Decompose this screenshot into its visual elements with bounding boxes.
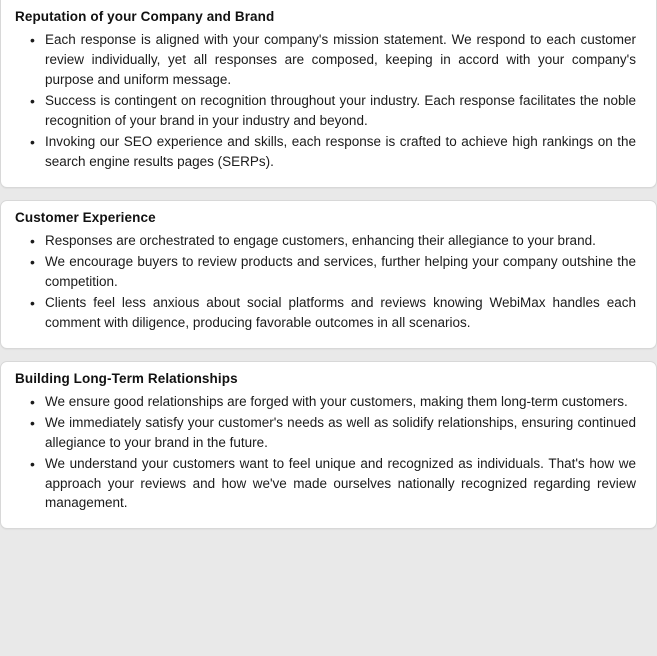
section-card-long-term-relationships — [0, 361, 657, 530]
section-card-customer-experience — [0, 200, 657, 349]
section-bullet-list — [15, 231, 642, 333]
section-title: Reputation of your Company and Brand — [15, 9, 275, 24]
list-item: • Clients feel less anxious about social platforms and reviews knowing WebiMax handles each comment with diligence, producing favorable outcomes in all scenarios. — [45, 293, 642, 333]
section-bullet-list — [15, 30, 642, 172]
list-item: • Success is contingent on recognition throughout your industry. Each response facilitates the noble recognition of your brand in your industry and beyond. — [45, 91, 642, 131]
section-bullet-list — [15, 392, 642, 514]
section-title: Customer Experience — [15, 209, 156, 225]
list-item: • Invoking our SEO experience and skills, each response is crafted to achieve high rankings on the search engine results pages (SERPs). — [45, 132, 642, 172]
list-item: • We ensure good relationships are forged with your customers, making them long-term customers. — [45, 392, 642, 412]
list-item: • We immediately satisfy your customer's needs as well as solidify relationships, ensuring continued allegiance to your brand in the future. — [45, 413, 642, 453]
section-card-reputation — [0, 0, 657, 188]
list-item: • Each response is aligned with your company's mission statement. We respond to each customer review individually, yet all responses are composed, keeping in accord with your company's purpose and uniform message. — [45, 30, 642, 90]
list-item: • Responses are orchestrated to engage customers, enhancing their allegiance to your brand. — [45, 231, 642, 251]
section-title: Building Long-Term Relationships — [15, 370, 238, 386]
list-item: • We encourage buyers to review products and services, further helping your company outshine the competition. — [45, 252, 642, 292]
list-item: • We understand your customers want to feel unique and recognized as individuals. That's how we approach your reviews and how we've made ourselves nationally recognized regarding review management. — [45, 454, 642, 514]
